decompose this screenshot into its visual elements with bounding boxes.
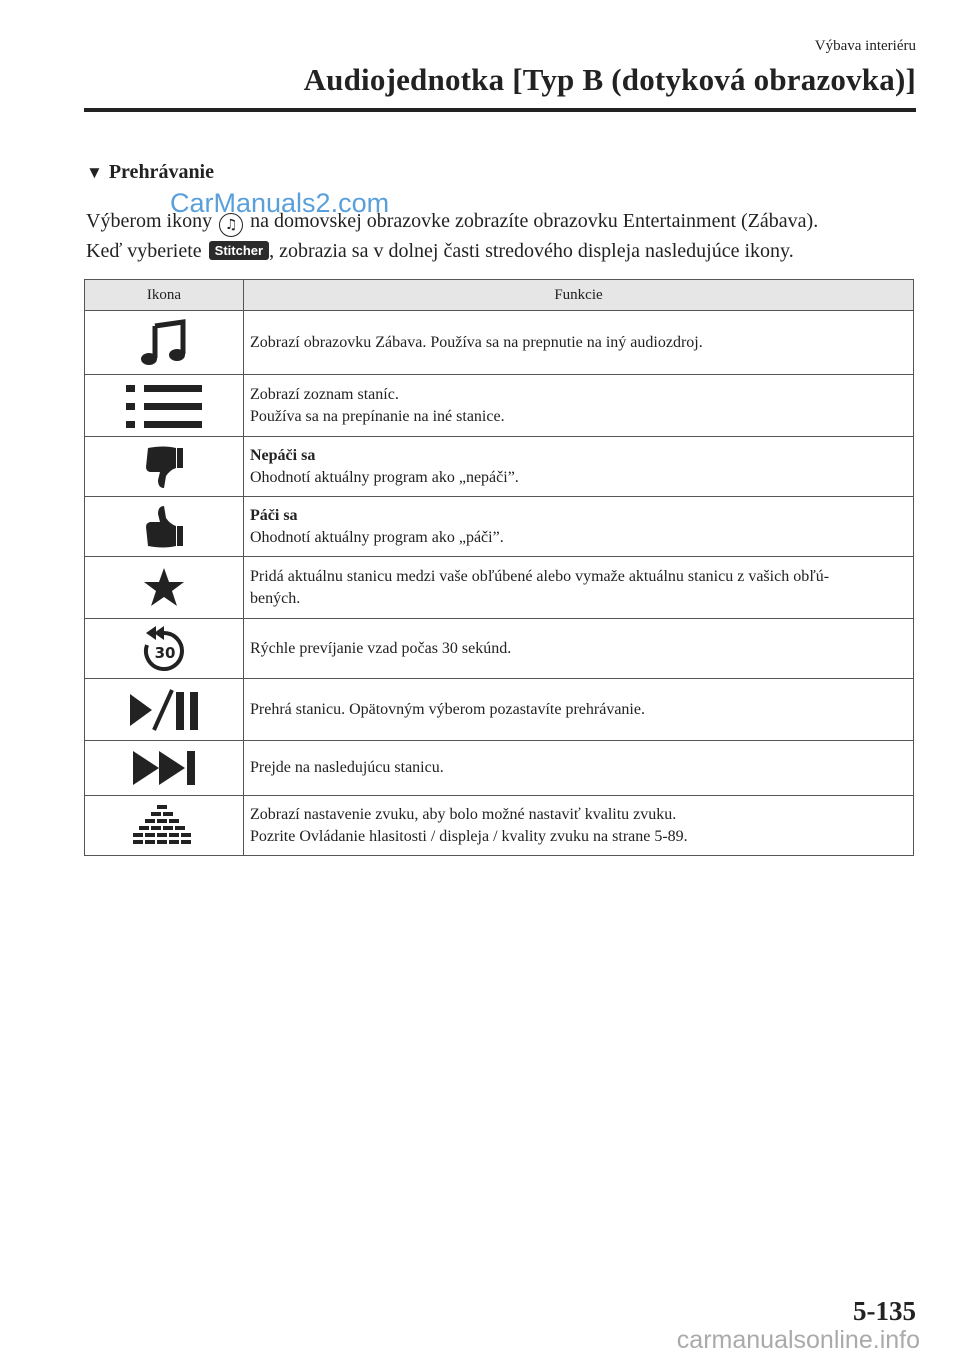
- thumbs-up-icon: [144, 504, 184, 550]
- header-rule: [84, 108, 916, 112]
- row-text: Pozrite Ovládanie hlasitosti / displeja / kvality zvuku na strane 5-89.: [250, 827, 688, 845]
- thumbs-down-icon: [144, 444, 184, 490]
- stitcher-button: Stitcher: [209, 241, 269, 260]
- row-text: Zobrazí nastavenie zvuku, aby bolo možné nastaviť kvalitu zvuku.: [250, 805, 677, 823]
- intro-text-d: , zobrazia sa v dolnej časti stredového displeja nasledujúce ikony.: [269, 240, 794, 262]
- intro-paragraph-2: [86, 240, 794, 263]
- header-function: Funkcie: [244, 280, 914, 311]
- row-text: Ohodnotí aktuálny program ako „páči”.: [250, 528, 504, 546]
- page-title: Audiojednotka [Typ B (dotyková obrazovka)]: [303, 62, 916, 97]
- table-row: [85, 557, 914, 619]
- row-text: Používa sa na prepínanie na iné stanice.: [250, 407, 505, 425]
- table-row: [85, 437, 914, 497]
- watermark: CarManuals2.com: [170, 188, 390, 218]
- section-marker: ▼: [86, 163, 103, 182]
- rewind-30-label: 30: [154, 643, 176, 662]
- star-icon: [142, 566, 186, 610]
- row-text: Prejde na nasledujúcu stanicu.: [250, 759, 444, 776]
- intro-text-c: Keď vyberiete: [86, 240, 207, 262]
- skip-forward-icon: [131, 747, 197, 789]
- row-title: Nepáči sa: [250, 446, 316, 464]
- table-row: [85, 497, 914, 557]
- icon-function-table: [84, 279, 914, 856]
- footer-watermark: carmanualsonline.info: [676, 1326, 920, 1354]
- play-pause-icon: [128, 686, 200, 734]
- equalizer-icon: [133, 803, 195, 849]
- row-title: Páči sa: [250, 506, 298, 524]
- section-heading: [86, 161, 214, 184]
- entertainment-icon: ♫: [219, 213, 243, 237]
- row-text: Pridá aktuálnu stanicu medzi vaše obľúbené alebo vymaže aktuálnu stanicu z vašich obľú-: [250, 567, 830, 585]
- intro-text-b: na domovskej obrazovke zobrazíte obrazovku Entertainment (Zábava).: [245, 210, 819, 232]
- intro-text-a: Výberom ikony: [86, 210, 218, 232]
- header-icon: Ikona: [85, 280, 244, 311]
- list-icon: [124, 383, 204, 429]
- row-text: Prehrá stanicu. Opätovným výberom pozastavíte prehrávanie.: [250, 700, 645, 718]
- table-row: [85, 311, 914, 375]
- table-row: [85, 741, 914, 796]
- table-row: [85, 375, 914, 437]
- section-title: Prehrávanie: [108, 161, 214, 183]
- table-row: [85, 679, 914, 741]
- table-row: [85, 796, 914, 856]
- row-text: bených.: [250, 589, 301, 607]
- rewind-30-icon: [140, 625, 188, 673]
- row-text: Zobrazí obrazovku Zábava. Používa sa na prepnutie na iný audiozdroj.: [250, 333, 703, 351]
- table-row: [85, 619, 914, 679]
- row-text: Rýchle prevíjanie vzad počas 30 sekúnd.: [250, 639, 512, 657]
- row-text: Zobrazí zoznam staníc.: [250, 385, 399, 403]
- table-header-row: [85, 280, 914, 311]
- page-number: 5-135: [853, 1296, 916, 1326]
- music-note-icon: [139, 318, 189, 368]
- chapter-label: Výbava interiéru: [814, 38, 916, 54]
- row-text: Ohodnotí aktuálny program ako „nepáči”.: [250, 468, 519, 486]
